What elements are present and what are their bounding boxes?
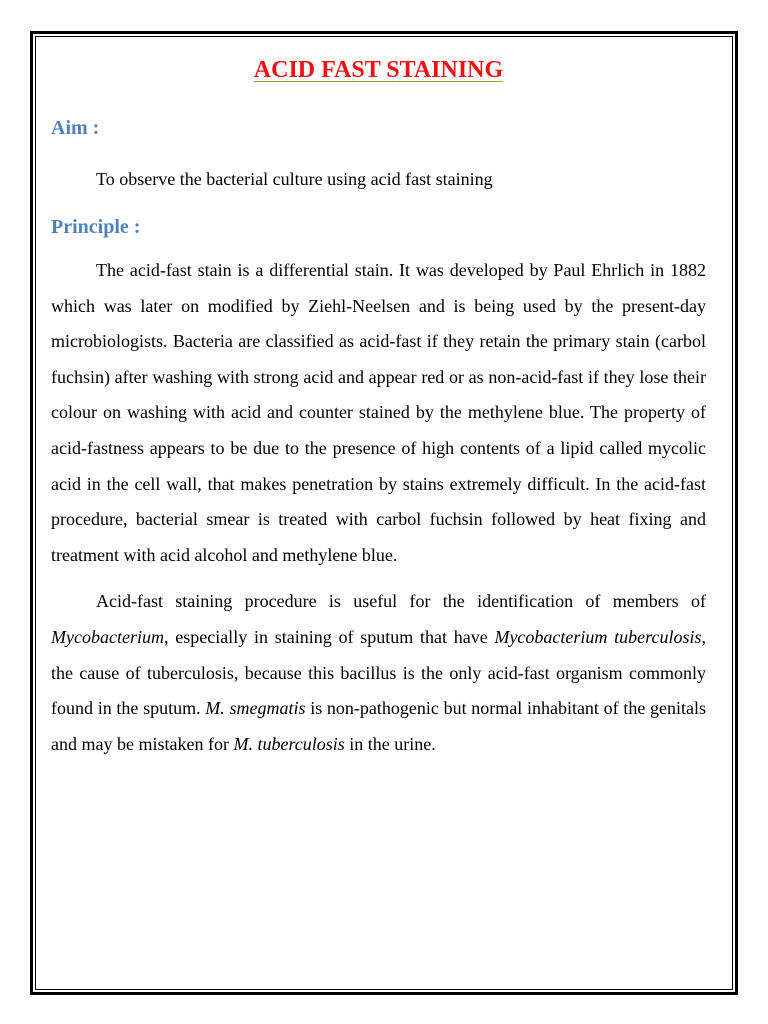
paragraph-2-italic-3: M. smegmatis [205, 698, 306, 719]
paragraph-2-italic-2: Mycobacterium tuberculosis [494, 626, 702, 647]
document-title-text: ACID FAST STAINING [253, 57, 504, 83]
principle-paragraph-1: The acid-fast stain is a differential stain. It was developed by Paul Ehrlich in 1882 which was later on modified by Ziehl-Neelsen and is being used by the present-day microbiologists. Bacteria are classified as acid-fast if they retain the primary stain (carbol fuchsin) after washing with strong acid and appear red or as non-acid-fast if they lose their colour on washing with acid and counter stained by the methylene blue. The property of acid-fastness appears to be due to the presence of high contents of a lipid called mycolic acid in the cell wall, that makes penetration by stains extremely difficult. In the acid-fast procedure, bacterial smear is treated with carbol fuchsin followed by heat fixing and treatment with acid alcohol and methylene blue. [51, 260, 706, 565]
paragraph-2-italic-1: Mycobacterium [51, 626, 164, 647]
document-title [51, 54, 706, 86]
paragraph-2-text-1: Acid-fast staining procedure is useful for the identification of members of [96, 591, 706, 612]
aim-heading: Aim : [51, 117, 100, 139]
paragraph-2-text-2: , especially in staining of sputum that have [163, 626, 495, 647]
principle-heading: Principle : [51, 216, 141, 238]
principle-paragraph-2 [51, 584, 706, 762]
paragraph-2-italic-4: M. tuberculosis [233, 733, 345, 754]
document-content [51, 54, 706, 762]
paragraph-2-text-4: is non-pathogenic but normal inhabitant of the genitals and may be mistaken for [51, 698, 706, 754]
paragraph-2-text-3: , the cause of tuberculosis, because this bacillus is the only acid-fast organism commonly found in the sputum. [51, 626, 706, 719]
paragraph-2-text-5: in the urine. [344, 733, 436, 754]
aim-text: To observe the bacterial culture using acid fast staining [96, 169, 493, 189]
